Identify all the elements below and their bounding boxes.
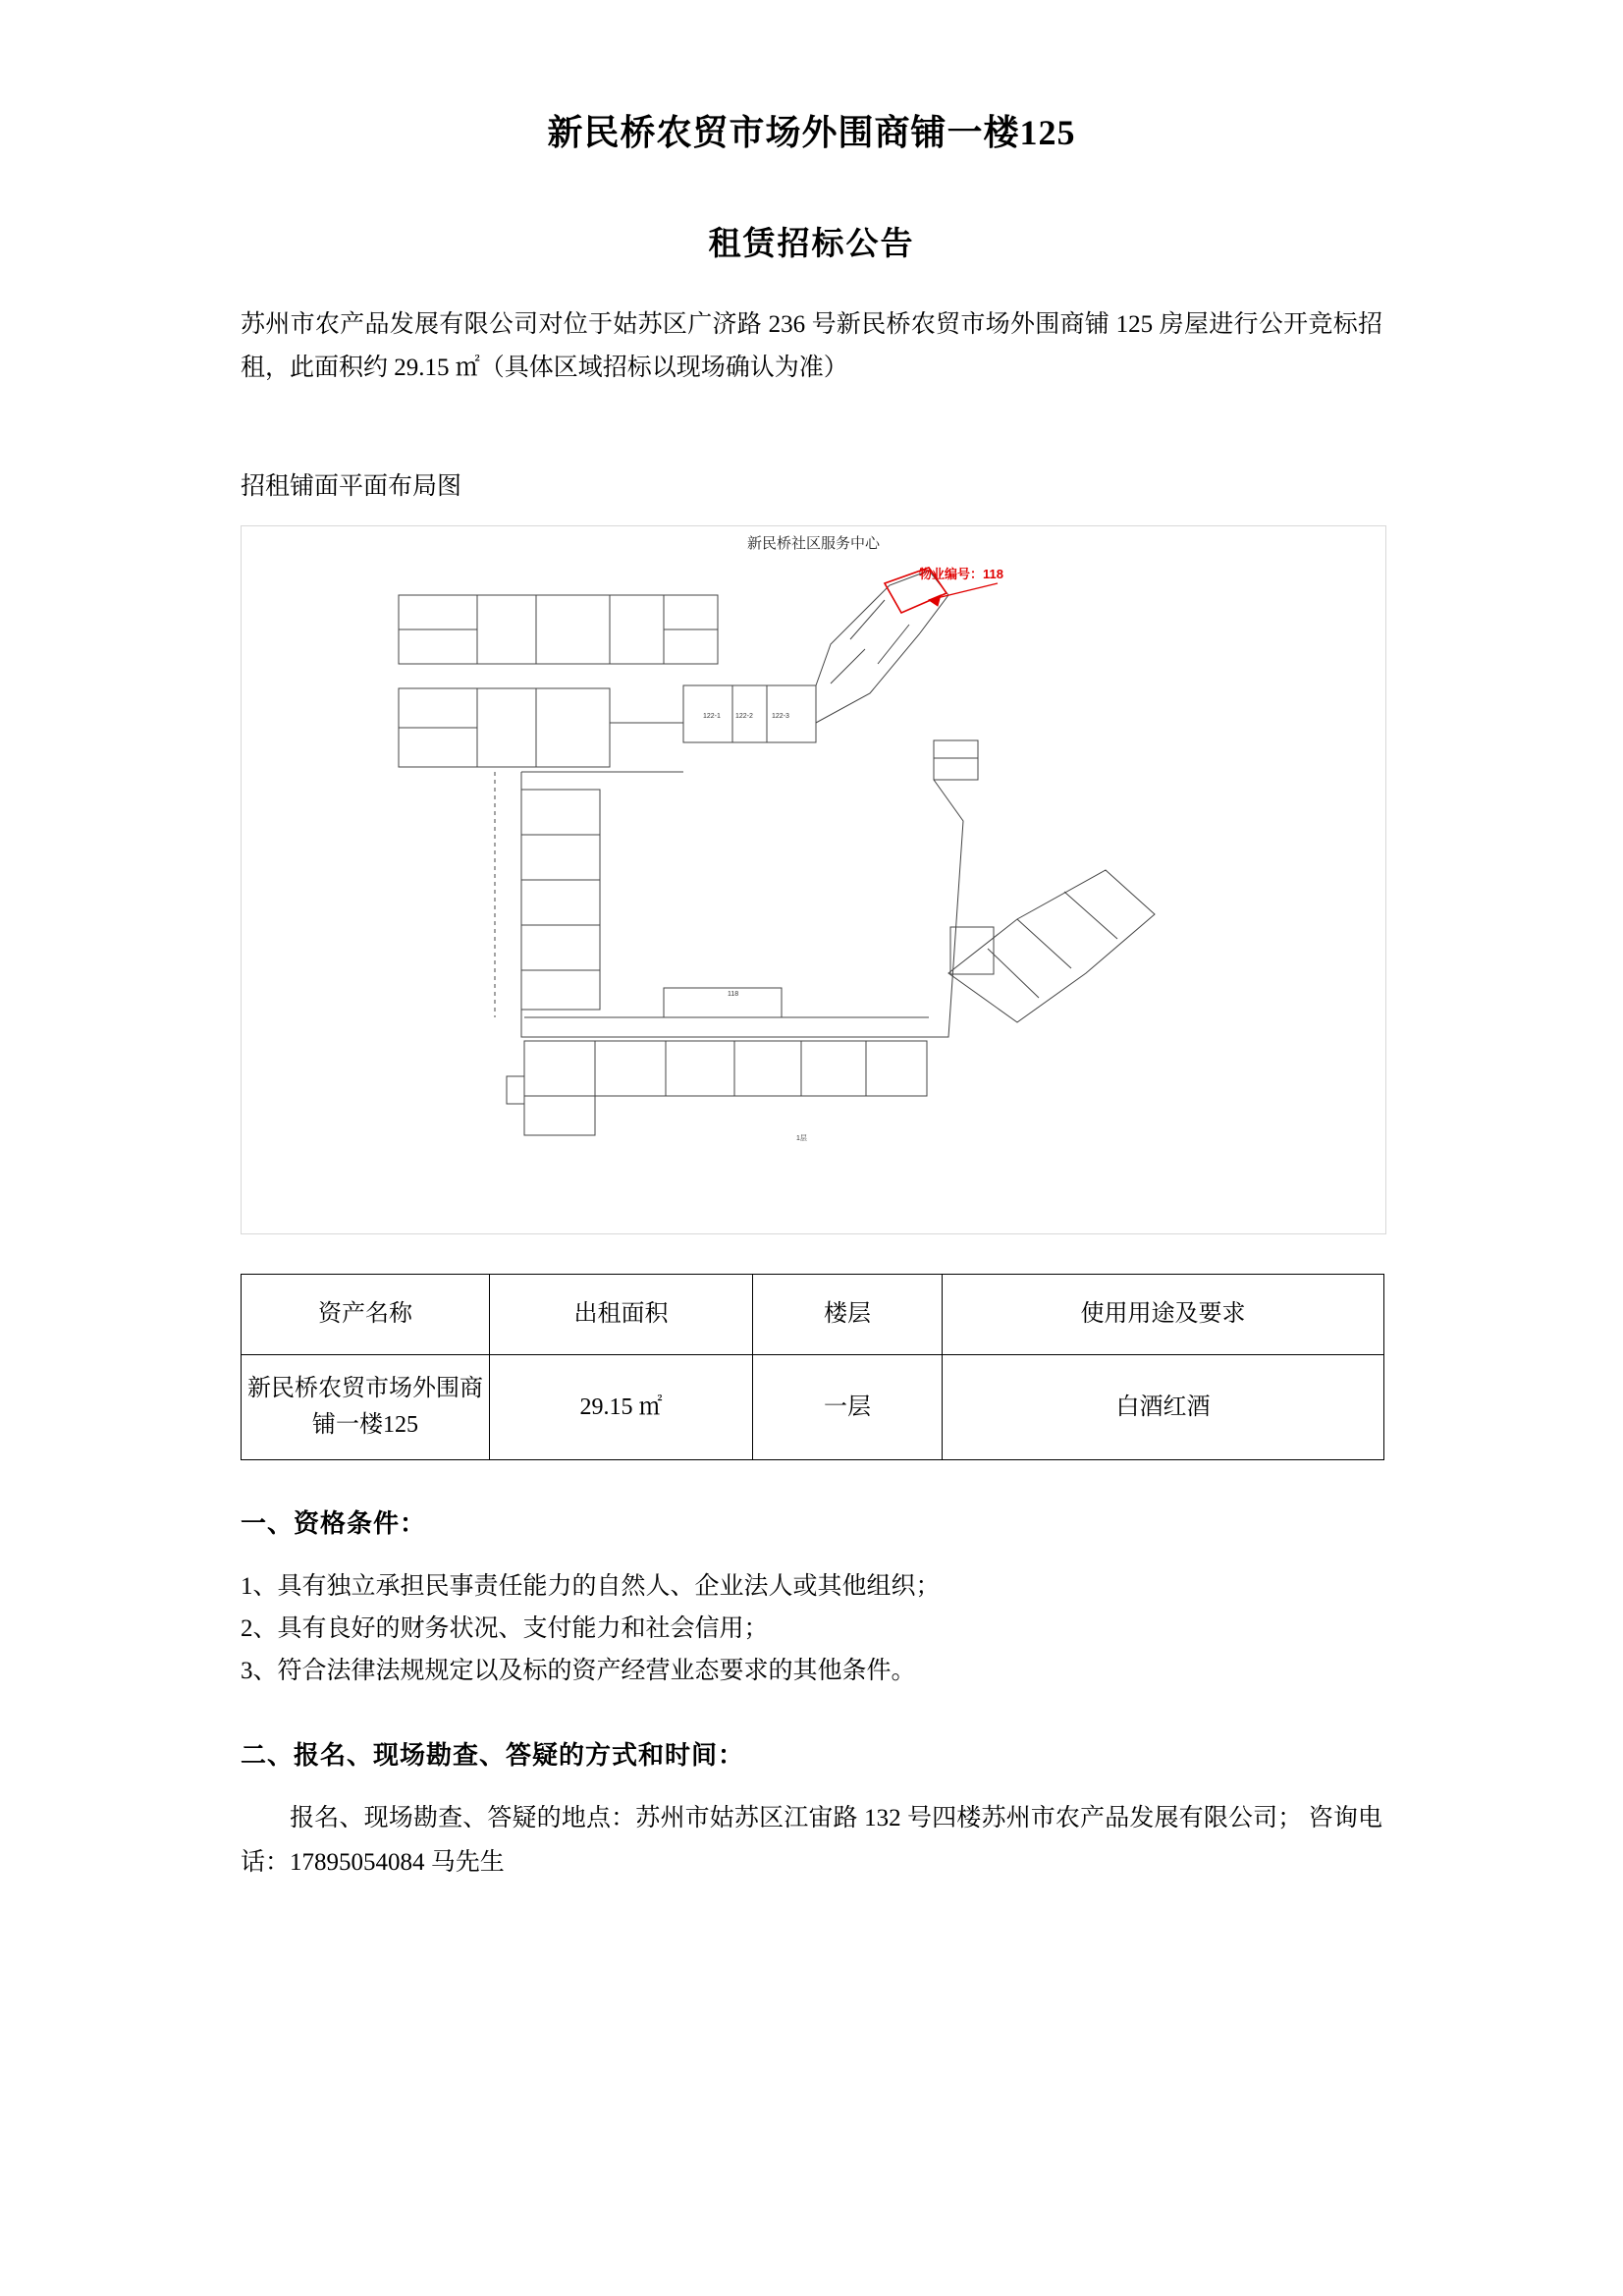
header-asset-name: 资产名称 (242, 1274, 490, 1354)
header-usage: 使用用途及要求 (943, 1274, 1384, 1354)
svg-text:122-3: 122-3 (772, 712, 789, 720)
svg-text:122-2: 122-2 (735, 712, 753, 720)
page-subtitle: 租赁招标公告 (708, 227, 915, 263)
floor-plan-drawing (242, 526, 1385, 1233)
intro-paragraph: 苏州市农产品发展有限公司对位于姑苏区广济路 236 号新民桥农贸市场外围商铺 125 房屋进行公开竞标招租，此面积约 29.15 ㎡（具体区域招标以现场确认为准） (241, 311, 1382, 382)
floor-plan (241, 525, 1386, 1234)
section-heading-qualification: 一、资格条件： (241, 1509, 427, 1539)
list-item: 2、具有良好的财务状况、支付能力和社会信用； (241, 1615, 769, 1643)
header-rent-area: 出租面积 (490, 1274, 753, 1354)
plan-callout-label: 物业编号：118 (919, 566, 1003, 581)
cell-asset-name: 新民桥农贸市场外围商铺一楼125 (242, 1355, 490, 1460)
table-header-row (242, 1274, 1384, 1354)
asset-table (241, 1274, 1384, 1461)
svg-text:1层: 1层 (796, 1134, 807, 1142)
registration-text: 报名、现场勘查、答疑的地点：苏州市姑苏区江宙路 132 号四楼苏州市农产品发展有限公司； 咨询电话：17895054084 马先生 (241, 1805, 1382, 1876)
table-row (242, 1355, 1384, 1460)
cell-rent-area: 29.15 ㎡ (490, 1355, 753, 1460)
cell-usage: 白酒红酒 (943, 1355, 1384, 1460)
svg-text:122-1: 122-1 (703, 712, 721, 720)
plan-section-label: 招租铺面平面布局图 (241, 472, 462, 500)
section-heading-registration: 二、报名、现场勘查、答疑的方式和时间： (241, 1741, 745, 1771)
cell-floor: 一层 (753, 1355, 943, 1460)
header-floor: 楼层 (753, 1274, 943, 1354)
plan-caption: 新民桥社区服务中心 (746, 534, 880, 552)
svg-text:118: 118 (728, 990, 739, 998)
list-item: 1、具有独立承担民事责任能力的自然人、企业法人或其他组织； (241, 1573, 941, 1601)
registration-paragraph (241, 1797, 1382, 1885)
list-item: 3、符合法律法规规定以及标的资产经营业态要求的其他条件。 (241, 1658, 916, 1685)
page-title: 新民桥农贸市场外围商铺一楼125 (547, 113, 1076, 152)
